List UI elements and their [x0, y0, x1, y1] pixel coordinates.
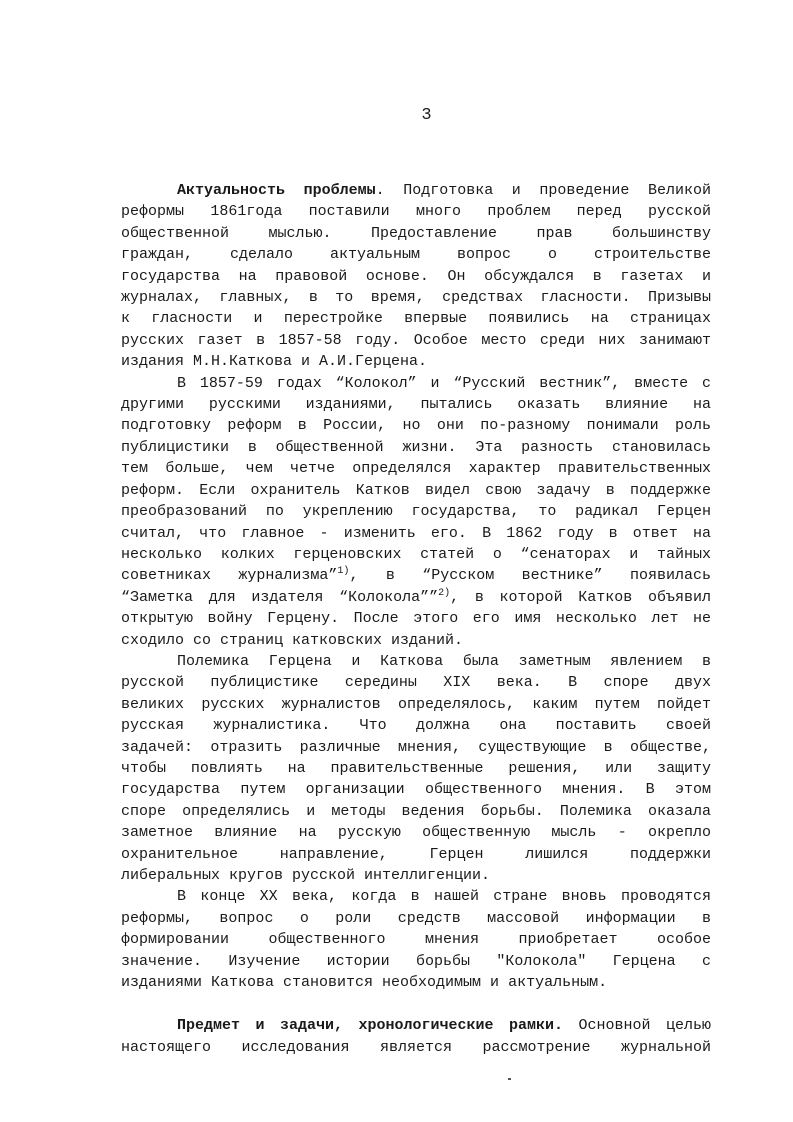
text-run: . Подготовка и проведение Великой	[375, 182, 711, 199]
text-run: настоящего исследования является рассмотрение журнальной	[121, 1038, 711, 1056]
text-run: несколько колких герценовских статей о “сенаторах и тайных	[121, 545, 711, 563]
text-run: охранительное направление, Герцен лишился поддержки	[121, 845, 711, 863]
text-run: открытую войну Герцену. После этого его имя несколько лет не	[121, 610, 711, 628]
text-run: публицистики в общественной жизни. Эта разность становилась	[121, 438, 711, 456]
text-run: “Заметка для издателя “Колокола””	[121, 588, 439, 606]
text-line	[121, 201, 711, 222]
text-line	[121, 415, 711, 436]
text-line	[121, 458, 711, 479]
text-run: значение. Изучение истории борьбы "Колокола" Герцена с	[121, 952, 711, 970]
text-run: преобразований по укреплению государства, то радикал Герцен	[121, 503, 711, 521]
text-line	[121, 672, 711, 693]
text-run: В конце XX века, когда в нашей стране вновь проводятся	[177, 888, 711, 906]
text-line	[121, 351, 711, 372]
text-line	[121, 1037, 711, 1058]
text-line	[121, 801, 711, 822]
text-run: общественной мыслью. Предоставление прав большинству	[121, 224, 711, 242]
text-run: русской публицистике середины XIX века. В споре двух	[121, 674, 711, 692]
text-run: считал, что главное - изменить его. В 1862 году в ответ на	[121, 524, 711, 542]
text-line	[121, 437, 711, 458]
text-run: государства путем организации общественного мнения. В этом	[121, 781, 711, 799]
text-run: споре определялись и методы ведения борьбы. Полемика оказала	[121, 802, 711, 820]
text-line	[121, 951, 711, 972]
text-line	[121, 223, 711, 244]
text-line	[121, 865, 711, 886]
text-line	[121, 308, 711, 329]
text-line	[121, 651, 711, 672]
text-run: граждан, сделало актуальным вопрос о строительстве	[121, 246, 711, 264]
text-line	[121, 972, 711, 993]
footnote-marker: 1)	[337, 566, 350, 578]
text-run: В 1857-59 годах “Колокол” и “Русский вестник”, вместе с	[177, 374, 711, 392]
page-number: 3	[421, 106, 432, 125]
text-line	[121, 180, 711, 201]
text-run: тем больше, чем четче определялся характер правительственных	[121, 460, 711, 478]
text-line	[121, 758, 711, 779]
text-line	[121, 630, 711, 651]
text-run: русских газет в 1857-58 году. Особое место среди них занимают	[121, 331, 711, 349]
text-run: другими русскими изданиями, пытались оказать влияние на	[121, 396, 711, 414]
text-line	[121, 822, 711, 843]
text-line	[121, 544, 711, 565]
text-run: заметное влияние на русскую общественную мысль - окрепло	[121, 824, 711, 842]
text-run: советниках журнализма”	[121, 567, 338, 585]
text-line	[121, 523, 711, 544]
text-line	[121, 694, 711, 715]
text-run: чтобы повлиять на правительственные решения, или защиту	[121, 759, 711, 777]
text-run: либеральных кругов русской интеллигенции.	[121, 867, 491, 884]
text-run: изданиями Каткова становится необходимым и актуальным.	[121, 974, 608, 992]
text-line	[121, 287, 711, 308]
text-run: великих русских журналистов определялось, каким путем пойдет	[121, 695, 711, 713]
text-line	[121, 908, 711, 929]
text-line	[121, 480, 711, 501]
text-run: сходило со страниц катковских изданий.	[121, 631, 464, 649]
body-text	[121, 180, 711, 1058]
text-run: к гласности и перестройке впервые появились на страницах	[121, 310, 711, 328]
text-line	[121, 373, 711, 394]
text-line	[121, 394, 711, 415]
text-run: , в “Русском вестнике” появилась	[349, 567, 711, 585]
text-line	[121, 608, 711, 629]
text-line	[121, 587, 711, 608]
text-run: государства на правовой основе. Он обсуждался в газетах и	[121, 267, 711, 285]
scan-speck	[508, 1078, 511, 1080]
text-line	[121, 929, 711, 950]
text-run: русская журналистика. Что должна она поставить своей	[121, 717, 711, 735]
text-run: журналах, главных, в то время, средствах гласности. Призывы	[121, 289, 711, 307]
text-run: реформы 1861года поставили много проблем перед русской	[121, 203, 711, 221]
text-run: реформ. Если охранитель Катков видел свою задачу в поддержке	[121, 481, 711, 499]
text-line	[121, 844, 711, 865]
text-line	[121, 501, 711, 522]
text-line	[121, 1015, 711, 1036]
text-run: Основной целью	[563, 1017, 711, 1035]
text-line	[121, 266, 711, 287]
text-line	[121, 244, 711, 265]
text-run: реформы, вопрос о роли средств массовой информации в	[121, 909, 711, 927]
text-line	[121, 715, 711, 736]
text-run: Полемика Герцена и Каткова была заметным явлением в	[177, 652, 711, 670]
heading-run: Актуальность проблемы	[177, 182, 376, 199]
text-line	[121, 779, 711, 800]
text-run: издания М.Н.Каткова и А.И.Герцена.	[121, 353, 428, 371]
text-line	[121, 737, 711, 758]
text-run: задачей: отразить различные мнения, существующие в обществе,	[121, 738, 711, 756]
section-gap	[121, 993, 711, 1015]
text-run: подготовку реформ в России, но они по-разному понимали роль	[121, 417, 711, 435]
text-run: формировании общественного мнения приобретает особое	[121, 931, 711, 949]
text-line	[121, 565, 711, 586]
text-run: , в которой Катков объявил	[450, 588, 711, 606]
text-line	[121, 330, 711, 351]
footnote-marker: 2)	[438, 587, 451, 599]
text-line	[121, 886, 711, 907]
heading-run: Предмет и задачи, хронологические рамки.	[177, 1017, 563, 1035]
